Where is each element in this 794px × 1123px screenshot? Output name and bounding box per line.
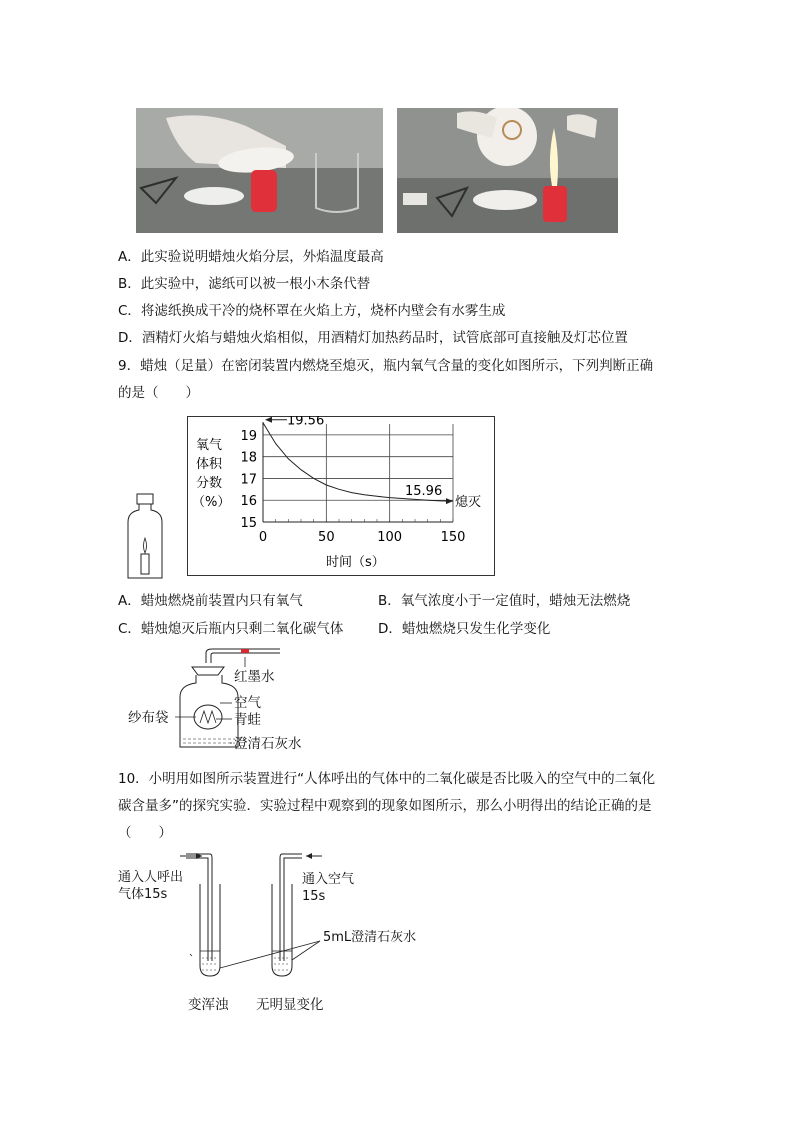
q9-option-a: A．蜡烛燃烧前装置内只有氧气 bbox=[118, 593, 303, 609]
oxygen-chart bbox=[187, 416, 495, 576]
q10-right-label-line1: 通入空气 bbox=[302, 872, 355, 887]
q8-option-c: C．将滤纸换成干冷的烧杯罩在火焰上方，烧杯内壁会有水雾生成 bbox=[118, 303, 506, 319]
q9-option-b: B．氧气浓度小于一定值时，蜡烛无法燃烧 bbox=[378, 593, 631, 609]
q10-left-label-line1: 通入人呼出 bbox=[118, 870, 184, 885]
label-limewater: 澄清石灰水 bbox=[234, 736, 302, 752]
q9-stem-line2: 的是（ ） bbox=[118, 385, 199, 401]
q10-stem-line3: （ ） bbox=[118, 825, 172, 841]
q8-option-b: B．此实验中，滤纸可以被一根小木条代替 bbox=[118, 276, 371, 292]
experiment-photo-filter-paper bbox=[136, 108, 383, 233]
q10-reagent-label: 5mL澄清石灰水 bbox=[323, 930, 417, 945]
start-annotation-label: 19.56 bbox=[287, 416, 325, 429]
q10-right-result: 无明显变化 bbox=[256, 997, 324, 1013]
extinguish-label: 熄灭 bbox=[455, 495, 482, 511]
q8-option-a: A．此实验说明蜡烛火焰分层，外焰温度最高 bbox=[118, 249, 384, 265]
y-tick-label: 15 bbox=[240, 516, 257, 531]
y-tick-label: 16 bbox=[240, 494, 257, 510]
q10-stem-line2: 碳含量多”的探究实验．实验过程中观察到的现象如图所示，那么小明得出的结论正确的是 bbox=[118, 798, 652, 814]
y-tick-label: 19 bbox=[240, 428, 257, 444]
chart-xlabel: 时间（s） bbox=[326, 555, 385, 570]
x-tick-label: 0 bbox=[258, 530, 268, 545]
q8-option-d: D．酒精灯火焰与蜡烛火焰相似，用酒精灯加热药品时，试管底部可直接触及灯芯位置 bbox=[118, 330, 628, 346]
start-annotation-arrow bbox=[265, 417, 272, 423]
label-air: 空气 bbox=[234, 695, 261, 711]
x-tick-label: 100 bbox=[377, 530, 403, 545]
chart-ylabel-line2: 体积 bbox=[196, 457, 223, 472]
q9-option-d: D．蜡烛燃烧只发生化学变化 bbox=[378, 621, 551, 637]
y-tick-label: 18 bbox=[240, 450, 257, 466]
test-tubes-figure bbox=[180, 846, 370, 986]
label-gauze-bag: 纱布袋 bbox=[128, 710, 169, 726]
q10-left-result: 变浑浊 bbox=[188, 997, 229, 1013]
chart-ylabel-line4: （%） bbox=[192, 495, 231, 510]
label-red-ink: 红墨水 bbox=[234, 669, 275, 685]
chart-ylabel-line3: 分数 bbox=[196, 476, 223, 491]
q10-stem-line1: 10．小明用如图所示装置进行“人体呼出的气体中的二氧化碳是否比吸入的空气中的二氧化 bbox=[118, 771, 656, 787]
q10-left-label-line2: 气体15s bbox=[118, 887, 168, 902]
chart-ylabel-line1: 氧气 bbox=[196, 438, 223, 453]
red-ink-drop bbox=[241, 649, 249, 653]
experiment-photo-candle-flame bbox=[397, 108, 618, 233]
q9-option-c: C．蜡烛熄灭后瓶内只剩二氧化碳气体 bbox=[118, 621, 344, 637]
y-tick-label: 17 bbox=[240, 472, 257, 488]
q9-stem-line1: 9．蜡烛（足量）在密闭装置内燃烧至熄灭，瓶内氧气含量的变化如图所示，下列判断正确 bbox=[118, 358, 654, 374]
x-tick-label: 50 bbox=[318, 530, 335, 545]
end-annotation-arrow bbox=[446, 498, 453, 504]
x-tick-label: 150 bbox=[440, 530, 466, 545]
end-annotation-label: 15.96 bbox=[405, 484, 443, 500]
label-frog: 青蛙 bbox=[234, 712, 261, 728]
sealed-bottle-candle-figure bbox=[122, 492, 168, 582]
q10-right-label-line2: 15s bbox=[302, 889, 326, 904]
